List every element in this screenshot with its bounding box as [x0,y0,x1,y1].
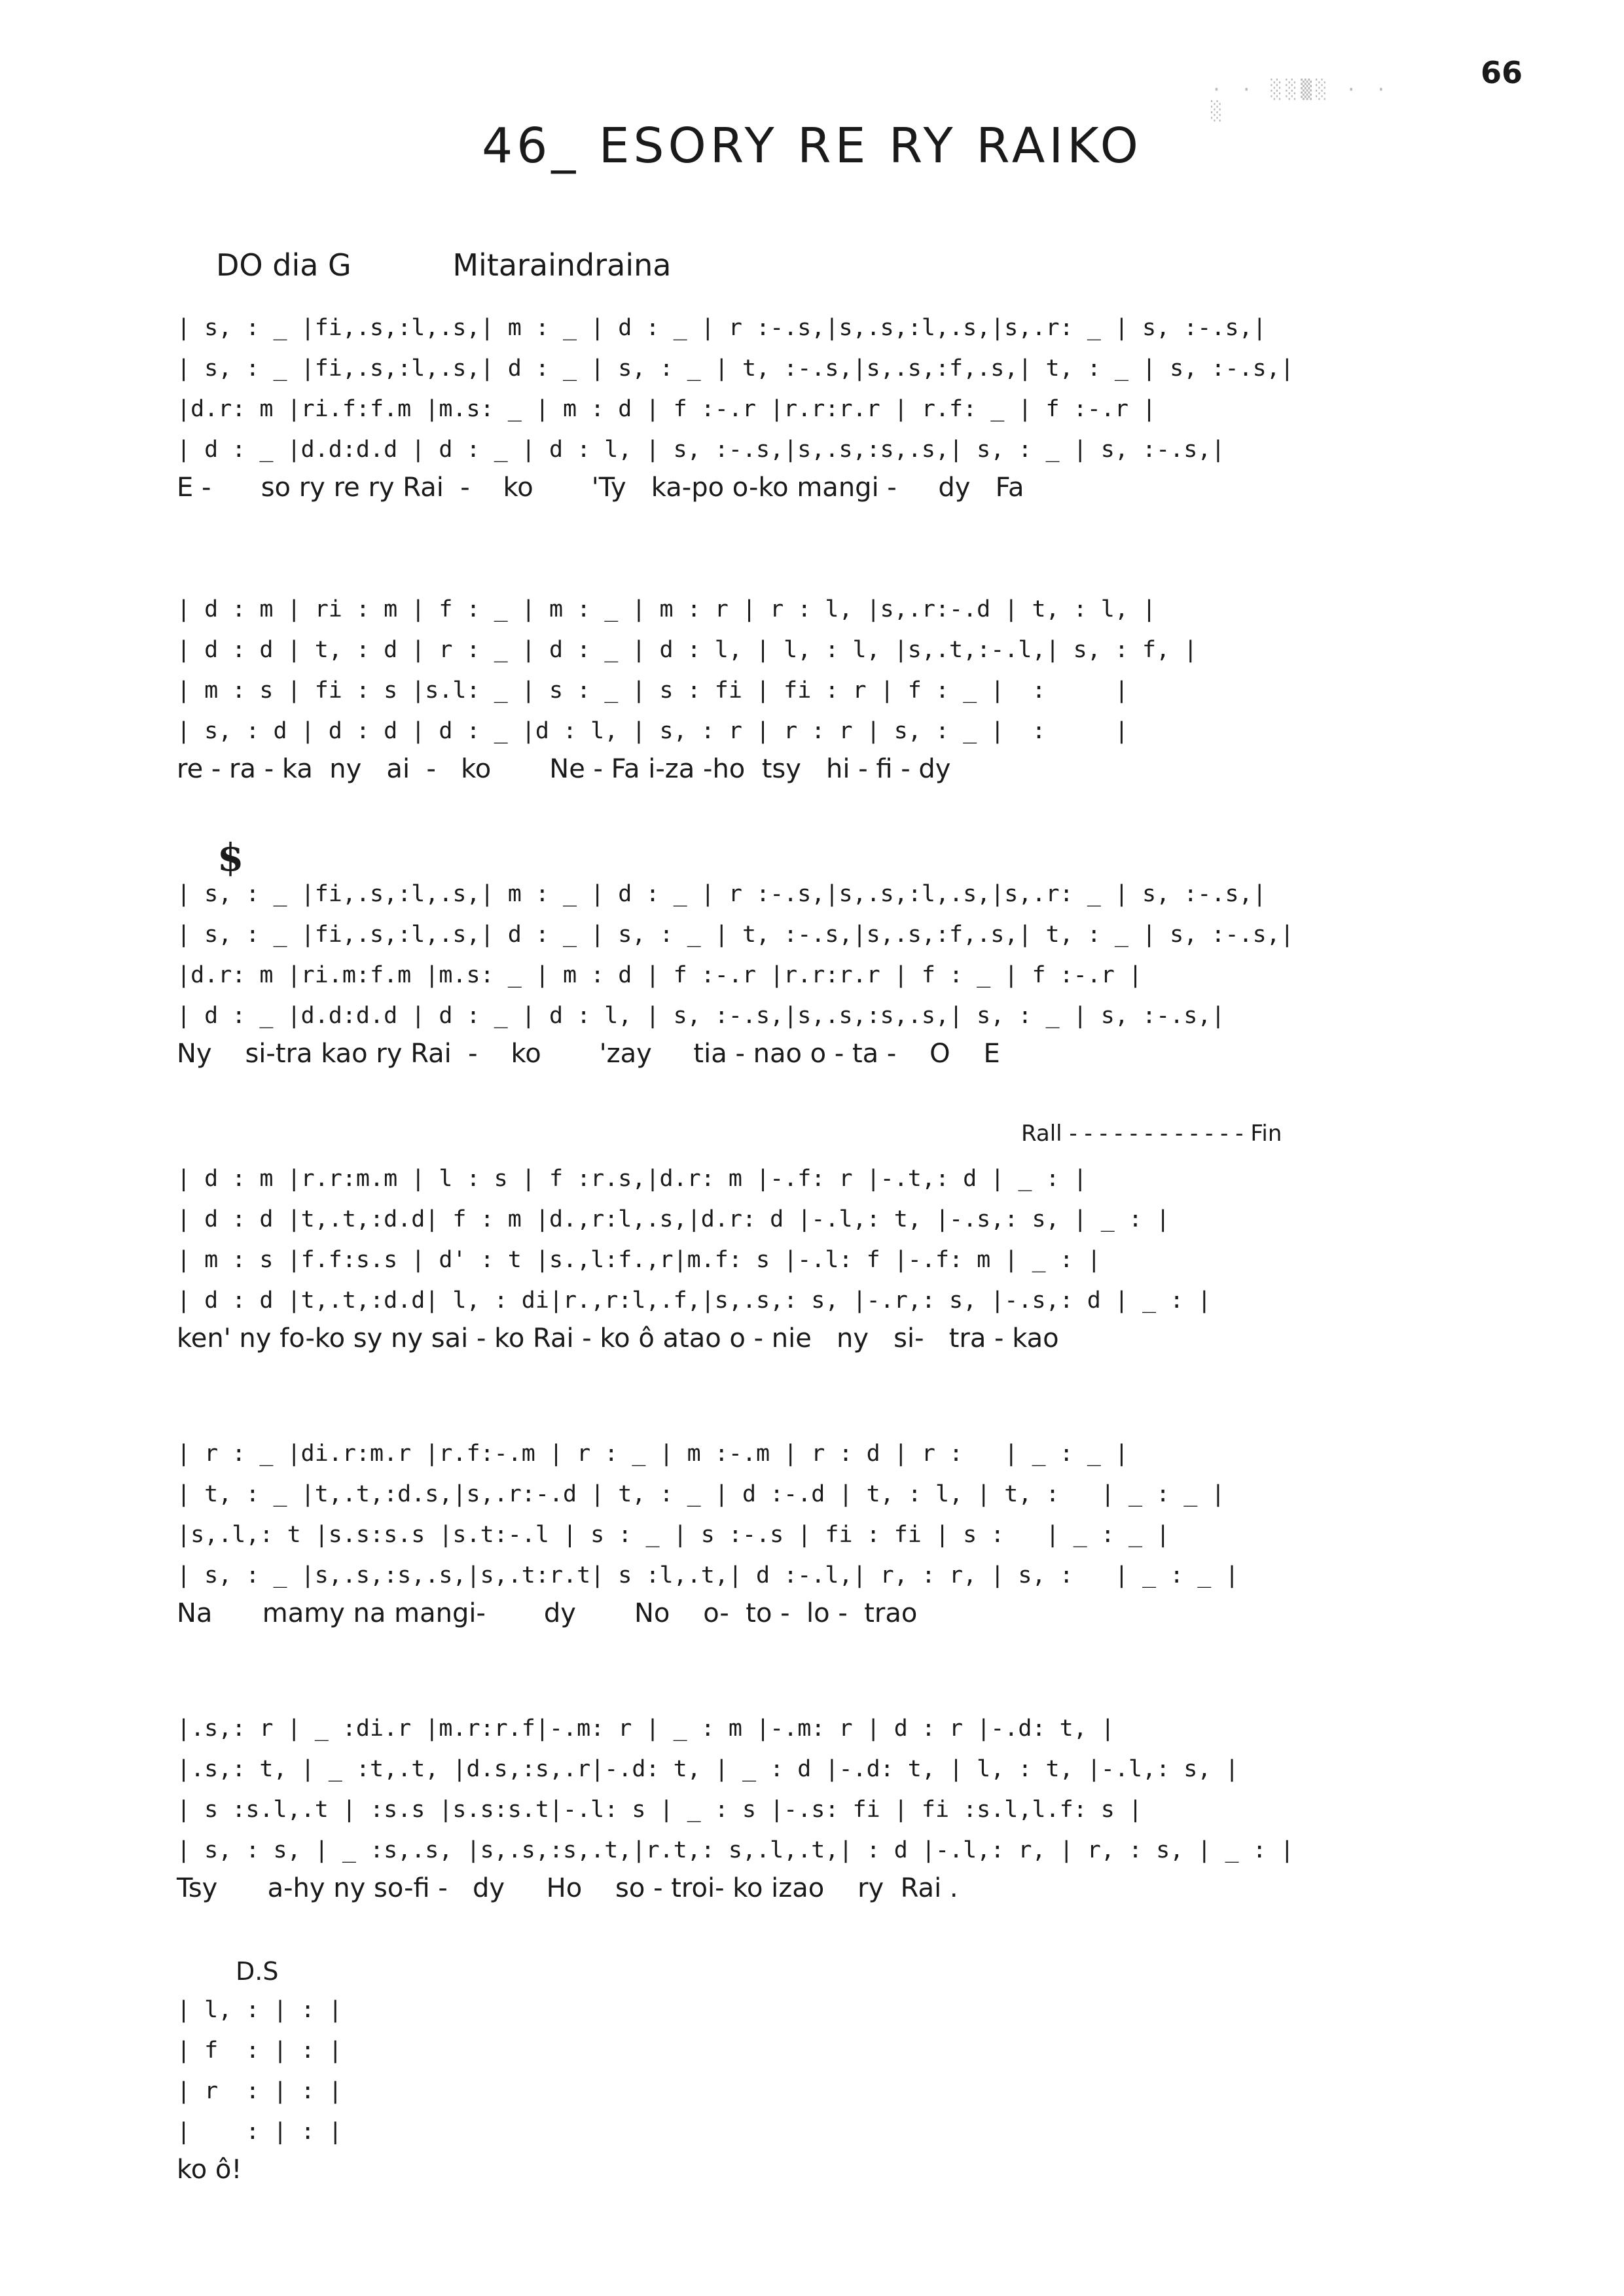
staff-line: | d : d |t,.t,:d.d| f : m |d.,r:l,.s,|d.r: d |-.l,: t, |-.s,: s, | _ : | [177,1206,1170,1232]
staff-line: | s, : _ |fi,.s,:l,.s,| d : _ | s, : _ | t, :-.s,|s,.s,:f,.s,| t, : _ | s, :-.s,| [177,355,1294,382]
lyrics-line: ken' ny fo-ko sy ny sai - ko Rai - ko ô atao o - nie ny si- tra - kao [177,1323,1059,1354]
staff-line: |.s,: r | _ :di.r |m.r:r.f|-.m: r | _ : m |-.m: r | d : r |-.d: t, | [177,1715,1115,1742]
staff-line: | t, : _ |t,.t,:d.s,|s,.r:-.d | t, : _ | d :-.d | t, : l, | t, : | _ : _ | [177,1481,1225,1507]
staff-line: | m : s | fi : s |s.l: _ | s : _ | s : fi | fi : r | f : _ | : | [177,677,1128,704]
staff-line: | r : _ |di.r:m.r |r.f:-.m | r : _ | m :-.m | r : d | r : | _ : _ | [177,1441,1128,1467]
staff-line: | s :s.l,.t | :s.s |s.s:s.t|-.l: s | _ : s |-.s: fi | fi :s.l,l.f: s | [177,1797,1143,1823]
staff-line: | s, : _ |fi,.s,:l,.s,| m : _ | d : _ | r :-.s,|s,.s,:l,.s,|s,.r: _ | s, :-.s,| [177,315,1267,341]
dal-segno-marking: D.S [236,1957,279,1986]
staff-line: | s, : _ |fi,.s,:l,.s,| m : _ | d : _ | r :-.s,|s,.s,:l,.s,|s,.r: _ | s, :-.s,| [177,881,1267,907]
lyrics-line: Tsy a-hy ny so-fi - dy Ho so - troi- ko izao ry Rai . [177,1873,958,1903]
staff-line: | f : | : | [177,2037,342,2064]
staff-line: |d.r: m |ri.m:f.m |m.s: _ | m : d | f :-.r |r.r:r.r | f : _ | f :-.r | [177,962,1143,988]
staff-line: | d : d | t, : d | r : _ | d : _ | d : l, | l, : l, |s,.t,:-.l,| s, : f, | [177,637,1198,663]
song-title: 46_ ESORY RE RY RAIKO [482,118,1142,174]
tempo-marking: Mitaraindraina [452,247,672,283]
lyrics-line: Na mamy na mangi- dy No o- to - lo - trao [177,1598,918,1628]
lyrics-line: ko ô! [177,2155,242,2185]
staff-line: | : | : | [177,2119,342,2145]
music-system-3 [177,874,1294,1069]
staff-line: |.s,: t, | _ :t,.t, |d.s,:s,.r|-.d: t, | _ : d |-.d: t, | l, : t, |-.l,: s, | [177,1756,1239,1782]
staff-line: | m : s |f.f:s.s | d' : t |s.,l:f.,r|m.f: s |-.l: f |-.f: m | _ : | [177,1247,1101,1273]
music-system-2 [177,589,1197,784]
staff-line: | d : _ |d.d:d.d | d : _ | d : l, | s, :-.s,|s,.s,:s,.s,| s, : _ | s, :-.s,| [177,1003,1225,1029]
staff-line: | d : d |t,.t,:d.d| l, : di|r.,r:l,.f,|s,.s,: s, |-.r,: s, |-.s,: d | _ : | [177,1287,1212,1314]
lyrics-line: E - so ry re ry Rai - ko 'Ty ka-po o-ko mangi - dy Fa [177,473,1024,503]
key-signature: DO dia G [216,247,352,283]
staff-line: | s, : s, | _ :s,.s, |s,.s,:s,.t,|r.t,: s,.l,.t,| : d |-.l,: r, | r, : s, | _ : | [177,1837,1294,1863]
staff-line: | d : m |r.r:m.m | l : s | f :r.s,|d.r: m |-.f: r |-.t,: d | _ : | [177,1166,1087,1192]
lyrics-line: re - ra - ka ny ai - ko Ne - Fa i-za -ho tsy hi - fi - dy [177,754,951,784]
staff-line: | s, : _ |s,.s,:s,.s,|s,.t:r.t| s :l,.t,| d :-.l,| r, : r, | s, : | _ : _ | [177,1562,1239,1588]
segno-sign: $ [217,835,244,880]
music-system-6 [177,1708,1294,1903]
music-system-1 [177,308,1294,503]
staff-line: | r : | : | [177,2078,342,2104]
rall-fin-marking: Rall - - - - - - - - - - - - Fin [1021,1121,1282,1147]
music-system-4 [177,1158,1211,1354]
key-tempo-line [216,247,671,283]
music-system-7 [177,1990,342,2185]
scan-mark: · · ░░▒░ · · ░ [1211,79,1391,122]
staff-line: | s, : _ |fi,.s,:l,.s,| d : _ | s, : _ | t, :-.s,|s,.s,:f,.s,| t, : _ | s, :-.s,| [177,922,1294,948]
music-system-5 [177,1433,1239,1628]
page-number: 66 [1481,55,1523,90]
staff-line: | s, : d | d : d | d : _ |d : l, | s, : r | r : r | s, : _ | : | [177,718,1128,744]
staff-line: |s,.l,: t |s.s:s.s |s.t:-.l | s : _ | s :-.s | fi : fi | s : | _ : _ | [177,1522,1170,1548]
staff-line: |d.r: m |ri.f:f.m |m.s: _ | m : d | f :-.r |r.r:r.r | r.f: _ | f :-.r | [177,396,1157,422]
staff-line: | l, : | : | [177,1997,342,2023]
lyrics-line: Ny si-tra kao ry Rai - ko 'zay tia - nao o - ta - O E [177,1039,1000,1069]
staff-line: | d : _ |d.d:d.d | d : _ | d : l, | s, :-.s,|s,.s,:s,.s,| s, : _ | s, :-.s,| [177,437,1225,463]
staff-line: | d : m | ri : m | f : _ | m : _ | m : r | r : l, |s,.r:-.d | t, : l, | [177,596,1157,622]
